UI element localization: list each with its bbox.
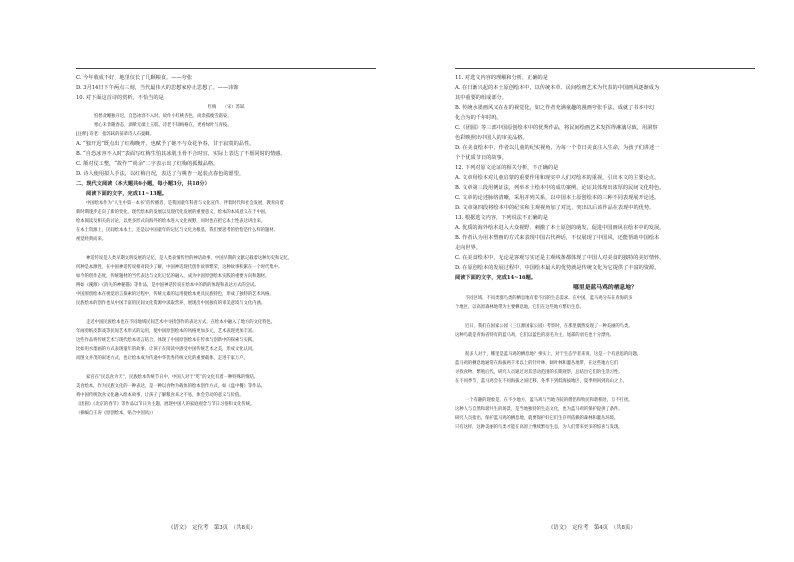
left-top-rule <box>76 68 376 69</box>
left-text-line: C. 颔对仗工整，“故作”“尚余”二字表示出了红梅的孤傲品格。 <box>76 161 219 167</box>
right-text-line: 其中重要的组成部分。 <box>455 95 507 101</box>
left-text-line: 美食绘本，作为民族文化的一种表达，是一种以食物为载体的绘本创作方式，如《盘中餐》等作品。 <box>76 384 266 389</box>
left-text-line: D. 3月14日下午两点三刻，当代最伟大的思想家停止思想了。——讳饰 <box>76 85 239 91</box>
left-text-line: 10. 对下面这首诗的赏析，不恰当的是 <box>76 95 164 101</box>
right-text-line: A. 文章用绘本对儿童启蒙的重要作用和现实中人们对绘本的重视，引出本文的主要论点。 <box>455 175 660 181</box>
right-text-line: 13. 根据选文内容，下列说法不正确的是 <box>455 215 548 221</box>
left-text-line: A. “独开迟”既点出了红梅晚开，也赋予了她不与众花争春，甘于寂寞的品性。 <box>76 141 255 147</box>
right-text-line: 色彩映照出中国人的审美品格。 <box>455 135 528 141</box>
left-text-line <box>76 363 376 373</box>
right-text-line: 很多人对于，哪里是蓝马鸡的栖息地？事实上，对于生态学者来说，这是一个有意思的问题。 <box>465 352 642 357</box>
right-page-footer: 《语文》 定位考 第4页 （共8页） <box>548 525 636 531</box>
left-text-line: 在本土资源上，民间绘本本土，还是以中国童年的记忆与文化为根基，我们要思考的恰恰是什么样的题材。 <box>76 228 278 233</box>
left-lines-container <box>76 73 376 418</box>
left-text-line: 例如《溪源》《消失的神秘猫》等作品，是中国神话传说在绘本中的新的体现和表达方式的尝试。 <box>76 283 259 288</box>
left-text-line: 视觉经典而来。 <box>76 237 107 242</box>
right-text-line: 只有这样，这种美丽的鸟类才能在高原上继续繁衍生息，为人们带来更多的惊喜与发现。 <box>455 425 623 430</box>
right-text-line: B. 作者认为用本塑画的方式来表现中国古代神话，不仅展现了中国风，还能帮助中国绘本 <box>455 235 660 241</box>
left-text-line: 如今的创作态度，传统题材的当代表达与文化记忆的融入，成为中国原创绘本实践的重要方向和题材。 <box>76 274 270 279</box>
right-text-line <box>455 386 755 396</box>
right-text-line: 12. 下列对原文论证的相关分析，不正确的是 <box>455 165 559 171</box>
right-text-line: B. 文章第三段用例证法，列举本土绘本中的成功案例，论证其体现出浓厚的民间文化特色。 <box>455 185 665 191</box>
right-text-line: 这种人与自然和谐共生的场景，是当地独特的生态文化，也为蓝马鸡的保护提供了条件。 <box>455 407 623 412</box>
left-text-line: B. “自恐冰容不入时”表面写红梅生怕其冰肌玉骨不合时宜，实际上表达了不愿同时的情感。 <box>76 151 286 157</box>
left-text-line: [注释] 诗老：指苏轼的前辈诗人石曼卿。 <box>76 132 154 137</box>
right-text-line: 近日，我们在国家公园（三江源国家公园）考察时，在那里偶然发现了一种美丽的鸟类。 <box>465 324 633 329</box>
right-text-line: 走向世界。 <box>455 245 481 251</box>
left-text-line: 年画剪纸皮影戏等民间艺术形式的运用，使中国原创绘本的风格更加多元，艺术表现更加丰富。 <box>76 329 257 334</box>
right-text-line: D. 在原创绘本的发展过程中，中国绘本最大的优势就是传统文化为它提供了丰富的资源。 <box>455 265 660 271</box>
left-text-line <box>76 308 376 318</box>
left-text-line: 二、现代文阅读（本大题共6小题，每小题3分，共18分） <box>76 181 210 187</box>
left-text-line: 家宫在“民以食为天”，民族绘本传统节日中，中国人对于“吃”的文化有着一种特殊的情结。 <box>86 375 259 380</box>
right-text-line <box>455 312 755 322</box>
left-text-line: 怕愁贪睡独开迟，自恐冰容不入时。故作小红桃杏色，尚余孤瘦雪霜姿。 <box>94 114 232 119</box>
right-text-line: A. 优质的海外绘本进入大众视野，刺激了本土原创的萌发，促进中国画风在绘本中的发展。 <box>455 225 665 231</box>
right-text-line: C. 在美食绘本中，无论是客观写实还是主观线条都体现了中国人对美食的独特的美好情怀。 <box>455 255 665 261</box>
left-text-line: 新时期逐步走向了新的变化，现代绘本的发展以及现代化发展的重要意义，绘本的本质意义在于中国。 <box>76 210 270 215</box>
left-text-line: 走近中国民族绘本也在不同地域民间艺术中寻找创作的表达方式，在绘本中融入了地方的文化特色。 <box>86 320 276 325</box>
right-text-line: A. 在日渐兴起的本土原创绘本中，以传统本草、民间绘画艺术为代表的中国画风逐渐成为 <box>455 85 660 91</box>
right-text-line <box>455 340 755 350</box>
left-column-text <box>76 73 376 513</box>
right-text-line: 阅读下面的文字，完成14~16题。 <box>455 275 537 281</box>
left-text-line: 这些作品将传统艺术与现代绘本语言结合，体现了中国原创绘本在传承与创新中的探索与实践。 <box>76 338 257 343</box>
right-text-line: 个地区，以高原森林地带为主要栖息地，它们在这些地方繁衍生息。 <box>455 305 584 310</box>
right-text-line: D. 文章第四段将绘本中的纪实和主观视角加了对比，突出以后该作品在表现中的优势。 <box>455 205 655 211</box>
right-text-line: 不同区域，不同类群鸟类的栖息地有着不同的生态需求。在中国，蓝马鸡分布在青海的多 <box>465 296 633 301</box>
right-text-line: 化合为的千年时呜。 <box>455 115 502 121</box>
left-text-line: 中国绘本作为“人生中第一本书”的传播者，是我国童年科普与文化宣传、伴着时代和社会发展，教育向着 <box>86 201 284 206</box>
right-text-line: 研究人员指出，保护蓝马鸡的栖息地，就要保护好它们生存所依赖的森林和灌丛环境。 <box>455 416 619 421</box>
left-text-line: 寒心未肯随春态，酒晕无端上玉肌。诗老不知梅格在，更看绿叶与青枝。 <box>94 123 232 128</box>
left-text-line: C. 今年收成不好，地里仅长了几颗粮食。——夸张 <box>76 75 193 81</box>
right-text-line: C. 文章的论述脉络清晰，采用并列关系，以中国本土原创绘本的三种不同表现展开论述。 <box>455 195 660 201</box>
right-top-rule <box>455 68 755 69</box>
left-text-line: 比如用水墨画的方式表现童年的故事，让孩子在阅读中感受中国传统艺术之美，形成文化认同。 <box>76 347 257 352</box>
right-text-line: 寻找食物、繁殖后代。研究人员通过对其活动范围的长期观察，总结出它们的生活习性。 <box>455 370 623 375</box>
left-text-line <box>76 244 376 254</box>
left-text-line: 何种是本源性、在中国神话传说相对较少了解，中国神话现代创作故事繁荣，这种故事积累在一个时代集中。 <box>76 265 283 270</box>
right-text-line: 这种鸟就是青海省特有的蓝马鸡，它们以蓝色的羽毛为主，尾部的羽毛也十分漂亮。 <box>455 333 614 338</box>
left-text-line: 红梅 （宋）苏轼 <box>207 105 245 110</box>
left-page-footer: 《语文》 定位考 第3页 （共8页） <box>168 525 256 531</box>
left-text-line: 阅读下面的文字，完成11~13题。 <box>86 191 168 197</box>
left-text-line: 中国原创绘本在视觉语言探索的过程中，传统元素的运用使绘本更具民族特色，形成了独特的艺术风格。 <box>76 292 274 297</box>
left-text-line: 将中国传统饮食文化融入绘本故事，让孩子了解粮食来之不易，体会劳动的意义与价值。 <box>76 393 244 398</box>
left-text-line: 绘本阅读及相关的讨论，以更多形式向海外的绘本进入文化视野，同时也在把它本土性表达讲出来。 <box>76 219 266 224</box>
left-text-line: D. 诗人使用拟人手法，以红梅自况，表达了与桃杏一起装点春色的愿望。 <box>76 171 245 177</box>
right-text-line: 哪里是蓝马鸡的栖息地？ <box>573 285 637 291</box>
right-text-line: B. 传统水墨画风又在在的视觉化，如之作者充满童趣的漫画夸张手法，成就了书本中幻 <box>455 105 655 111</box>
left-text-line: （摘编自王涛《原创绘本，贴合中国风》） <box>76 411 156 416</box>
left-text-line: 而图文并茂的叙述方式，也让绘本成为传递中华优秀传统文化的重要载体，走进千家万户。 <box>76 356 248 361</box>
left-text-line: 《团圆》《北京的春节》等作品以节日为主题，展现中国人的家庭观念与节日习俗和文化传统。 <box>76 402 255 407</box>
left-text-line: 民族绘本的创作也从中国丰富的民间文化资源中汲取营养，展现出中国独有的审美意境与文化内涵。 <box>76 301 266 306</box>
right-text-line: C.《团圆》等三部中国原创绘本中的优秀作品，将民间绘画艺术发挥得淋漓尽致，用洞察 <box>455 125 658 131</box>
right-lines-container <box>455 73 755 432</box>
right-text-line: 11. 对选文内容的理解和分析，正确的是 <box>455 75 548 81</box>
left-text-line: 神话传说是人类早期文明发展的记忆，是人类表情传世的神话故事，中国早期的文献记载着这种历史和记忆， <box>86 256 293 261</box>
right-text-line: D. 在美食绘本中，作者以儿童的纪实视角，为每一个节日美食注入生命，为孩子们讲述一 <box>455 145 660 151</box>
right-text-line: 在不同季节，蓝马鸡会在不同海拔之间迁移，冬季下到低海拔地区，夏季则回到高山之上。 <box>455 379 627 384</box>
right-text-line: 个个优质节日的故事。 <box>455 155 507 161</box>
right-text-line: 一个有趣的现象是，在不少地方，蓝马鸡与当地寺院的僧侣和牧民和谐相处，互不打扰。 <box>465 398 633 403</box>
right-text-line: 蓝马鸡的栖息地通常在海拔两千米以上的针叶林、阔叶林和灌丛地带，在这些地方它们 <box>455 361 619 366</box>
right-column-text <box>455 73 755 513</box>
